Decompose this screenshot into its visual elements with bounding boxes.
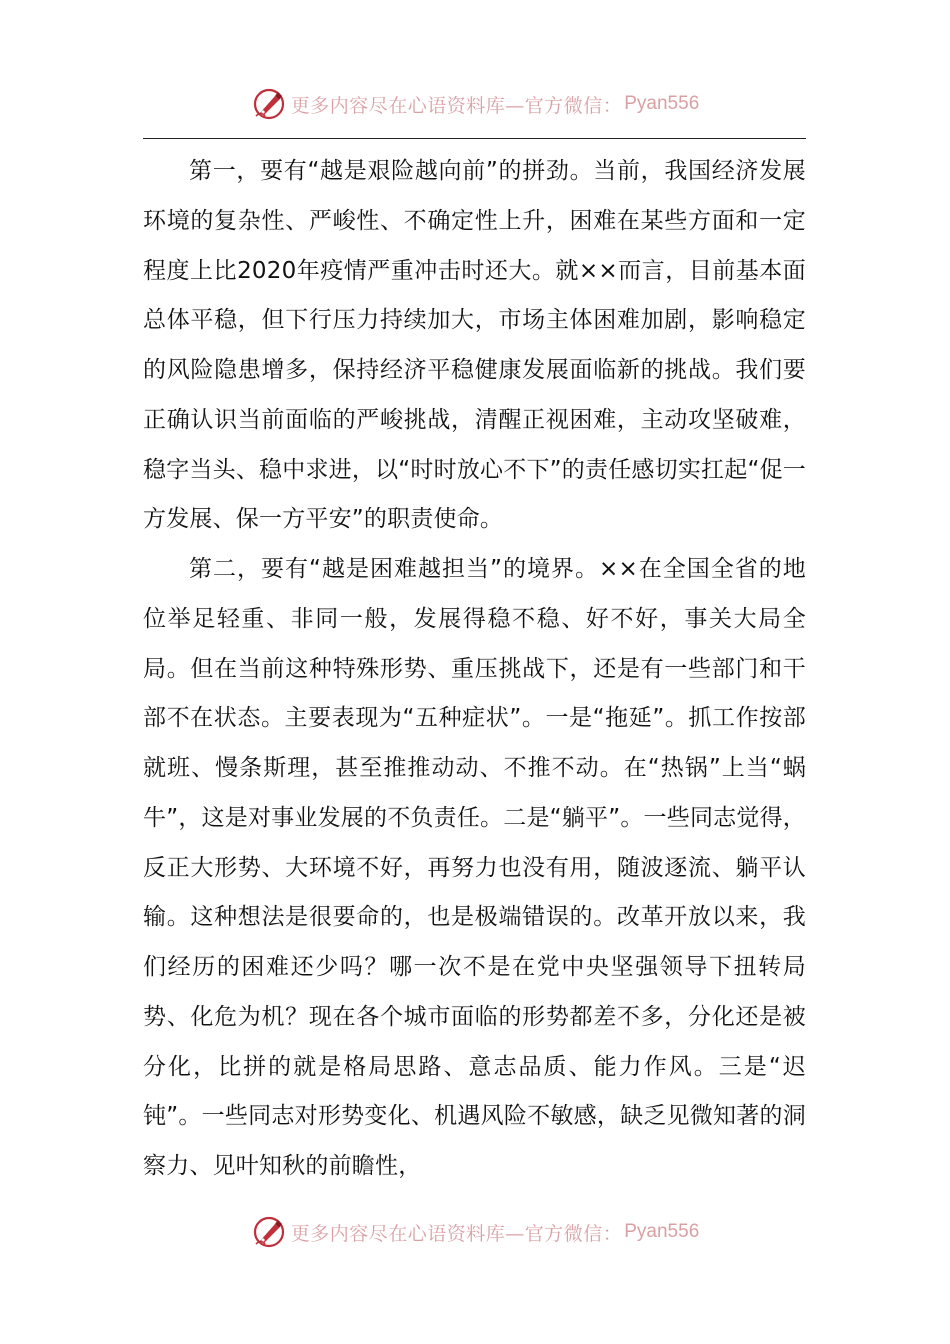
wechat-id: Pyan556 xyxy=(624,93,700,114)
pen-nib-logo-icon xyxy=(251,1214,287,1250)
document-body xyxy=(143,147,806,1192)
wechat-id: Pyan556 xyxy=(624,1221,700,1242)
paragraph-2: 第二，要有“越是困难越担当”的境界。××在全国全省的地位举足轻重、非同一般，发展得稳不稳、好不好，事关大局全局。但在当前这种特殊形势、重压挑战下，还是有一些部门和干部不在状态。主要表现为“五种症状”。一是“拖延”。抓工作按部就班、慢条斯理，甚至推推动动、不推不动。在“热锅”上当“蜗牛”，这是对事业发展的不负责任。二是“躺平”。一些同志觉得，反正大形势、大环境不好，再努力也没有用，随波逐流、躺平认输。这种想法是很要命的，也是极端错误的。改革开放以来，我们经历的困难还少吗？哪一次不是在党中央坚强领导下扭转局势、化危为机？现在各个城市面临的形势都差不多，分化还是被分化，比拼的就是格局思路、意志品质、能力作风。三是“迟钝”。一些同志对形势变化、机遇风险不敏感，缺乏见微知著的洞察力、见叶知秋的前瞻性， xyxy=(143,556,806,1179)
header-divider xyxy=(143,138,806,139)
footer-banner xyxy=(0,1210,950,1254)
paragraph-1: 第一，要有“越是艰险越向前”的拼劲。当前，我国经济发展环境的复杂性、严峻性、不确定性上升，困难在某些方面和一定程度上比2020年疫情严重冲击时还大。就××而言，目前基本面总体平稳，但下行压力持续加大，市场主体困难加剧，影响稳定的风险隐患增多，保持经济平稳健康发展面临新的挑战。我们要正确认识当前面临的严峻挑战，清醒正视困难，主动攻坚破难，稳字当头、稳中求进，以“时时放心不下”的责任感切实扛起“促一方发展、保一方平安”的职责使命。 xyxy=(143,158,806,533)
banner-text: 更多内容尽在心语资料库—官方微信： xyxy=(290,1222,623,1245)
pen-nib-logo-icon xyxy=(251,86,287,122)
banner-text: 更多内容尽在心语资料库—官方微信： xyxy=(290,94,623,117)
header-banner xyxy=(0,82,950,126)
